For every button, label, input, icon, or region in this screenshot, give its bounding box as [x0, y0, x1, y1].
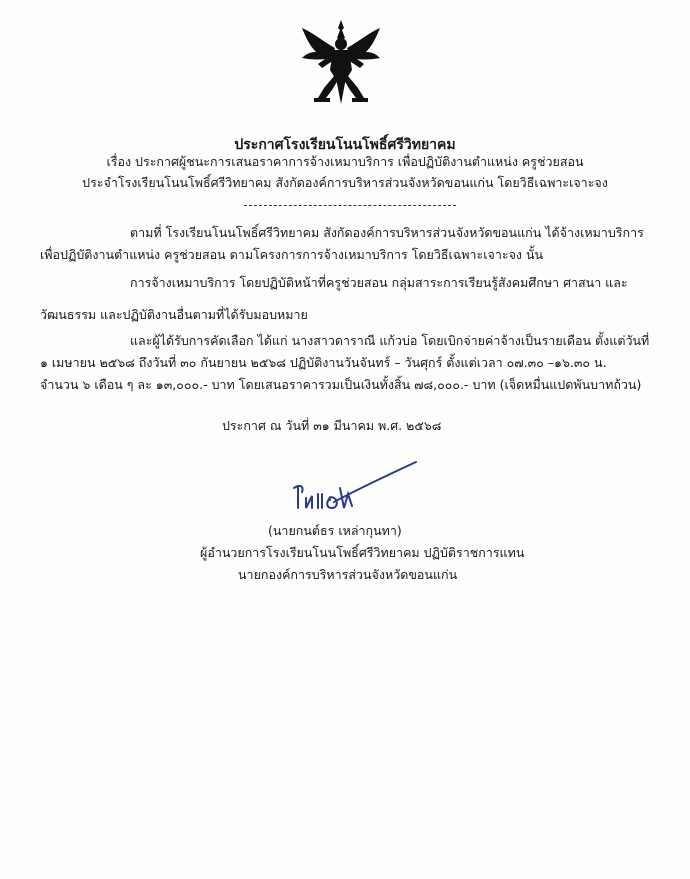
- para2-line-2: วัฒนธรรม และปฏิบัติงานอื่นตามที่ได้รับมอบหมาย: [40, 307, 308, 322]
- para1-line-1: ตามที่ โรงเรียนโนนโพธิ์ศรีวิทยาคม สังกัดองค์การบริหารส่วนจังหวัดขอนแก่น ได้จ้างเหมาบริการ: [130, 225, 644, 240]
- subject-line-1: เรื่อง ประกาศผู้ชนะการเสนอราคาการจ้างเหมาบริการ เพื่อปฏิบัติงานตำแหน่ง ครูช่วยสอน: [106, 154, 584, 169]
- signer-name: (นายกนต์ธร เหล่ากุนทา): [268, 523, 402, 538]
- document-title: ประกาศโรงเรียนโนนโพธิ์ศรีวิทยาคม: [234, 137, 456, 153]
- para3-line-2: ๑ เมษายน ๒๕๖๘ ถึงวันที่ ๓๐ กันยายน ๒๕๖๘ ปฏิบัติงานวันจันทร์ – วันศุกร์ ตั้งแต่เวลา ๐๗.๓๐ –๑๖.๓๐ น.: [40, 355, 607, 370]
- para2-line-1: การจ้างเหมาบริการ โดยปฏิบัติหน้าที่ครูช่วยสอน กลุ่มสาระการเรียนรู้สังคมศึกษา ศาสนา และ: [130, 275, 628, 290]
- para3-line-3: จำนวน ๖ เดือน ๆ ละ ๑๓,๐๐๐.- บาท โดยเสนอราคารวมเป็นเงินทั้งสิ้น ๗๘,๐๐๐.- บาท (เจ็ดหมื่นแปดพันบาทถ้วน): [40, 377, 642, 392]
- signer-title-1: ผู้อำนวยการโรงเรียนโนนโพธิ์ศรีวิทยาคม ปฏิบัติราชการแทน: [200, 545, 525, 560]
- para3-line-1: และผู้ได้รับการคัดเลือก ได้แก่ นางสาวดาราณี แก้วบ่อ โดยเบิกจ่ายค่าจ้างเป็นรายเดือน ตั้งแต่วันที่: [130, 333, 650, 348]
- subject-line-2: ประจำโรงเรียนโนนโพธิ์ศรีวิทยาคม สังกัดองค์การบริหารส่วนจังหวัดขอนแก่น โดยวิธีเฉพาะเจาะจง: [82, 175, 608, 190]
- handwritten-signature: [290, 458, 420, 518]
- para1-line-2: เพื่อปฏิบัติงานตำแหน่ง ครูช่วยสอน ตามโครงการการจ้างเหมาบริการ โดยวิธีเฉพาะเจาะจง นั้น: [40, 247, 544, 262]
- announce-date: ประกาศ ณ วันที่ ๓๑ มีนาคม พ.ศ. ๒๕๖๘: [222, 418, 442, 433]
- separator-rule: [244, 205, 456, 206]
- garuda-emblem-icon: [296, 18, 386, 106]
- signer-title-2: นายกองค์การบริหารส่วนจังหวัดขอนแก่น: [238, 567, 458, 582]
